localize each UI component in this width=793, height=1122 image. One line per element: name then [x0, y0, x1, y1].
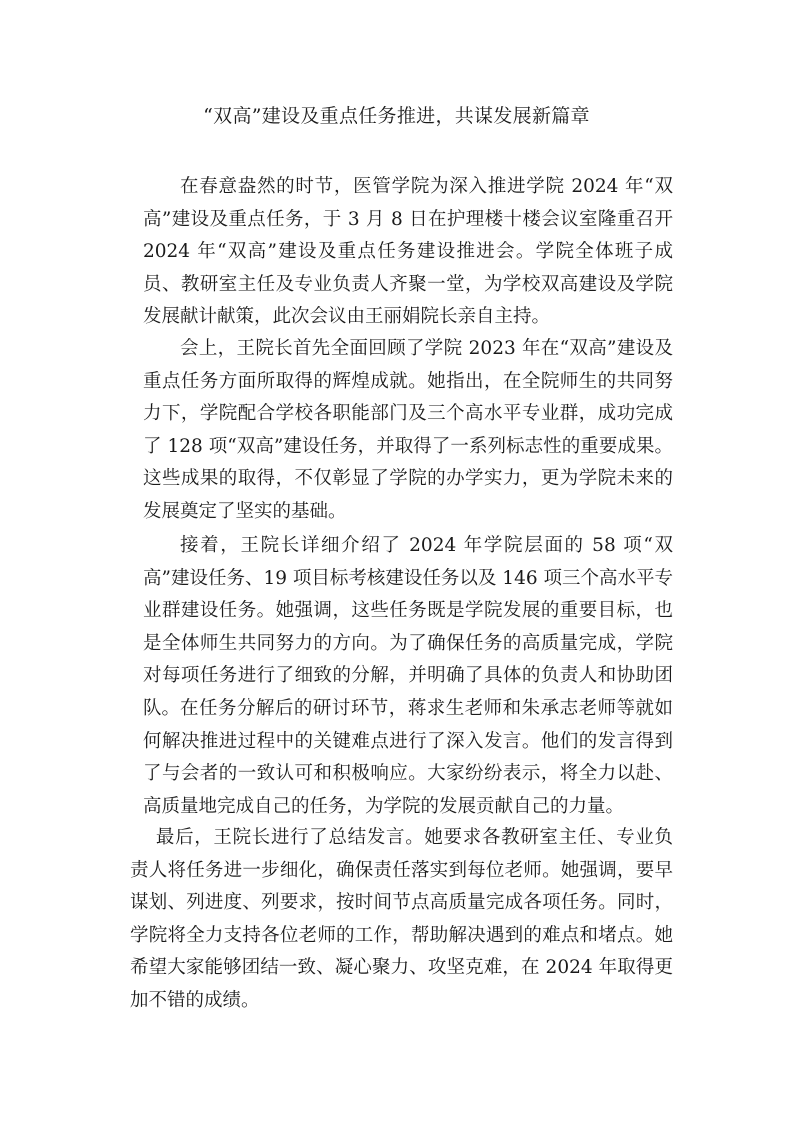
paragraph-opening: 在春意盎然的时节，医管学院为深入推进学院 2024 年“双高”建设及重点任务，于 3 月 8 日在护理楼十楼会议室隆重召开 2024 年“双高”建设及重点任务建设推进会。学院全体班子成员、教研室主任及专业负责人齐聚一堂，为学校双高建设及学院发展献计献策，此次会议由王丽娟院长亲自主持。 [143, 176, 673, 327]
paragraph-review: 会上，王院长首先全面回顾了学院 2023 年在“双高”建设及重点任务方面所取得的辉煌成就。她指出，在全院师生的共同努力下，学院配合学校各职能部门及三个高水平专业群，成功完成了 128 项“双高”建设任务，并取得了一系列标志性的重要成果。这些成果的取得，不仅彰显了学院的办学实力，更为学院未来的发展奠定了坚实的基础。 [143, 338, 673, 522]
paragraph-summary: 最后，王院长进行了总结发言。她要求各教研室主任、专业负责人将任务进一步细化，确保责任落实到每位老师。她强调，要早谋划、列进度、列要求，按时间节点高质量完成各项任务。同时，学院将全力支持各位老师的工作，帮助解决遇到的难点和堵点。她希望大家能够团结一致、凝心聚力、攻坚克难，在 2024 年取得更加不错的成绩。 [130, 827, 673, 1011]
paragraph-tasks: 接着，王院长详细介绍了 2024 年学院层面的 58 项“双高”建设任务、19 项目标考核建设任务以及 146 项三个高水平专业群建设任务。她强调，这些任务既是学院发展的重要目标，也是全体师生共同努力的方向。为了确保任务的高质量完成，学院对每项任务进行了细致的分解，并明确了具体的负责人和协助团队。 [143, 535, 673, 719]
paragraph-discussion: 在任务分解后的研讨环节，蒋求生老师和朱承志老师等就如何解决推进过程中的关键难点进行了深入发言。他们的发言得到了与会者的一致认可和积极响应。大家纷纷表示，将全力以赴、高质量地完成自己的任务，为学院的发展贡献自己的力量。 [143, 698, 673, 817]
document-title: “双高”建设及重点任务推进，共谋发展新篇章 [203, 105, 590, 127]
